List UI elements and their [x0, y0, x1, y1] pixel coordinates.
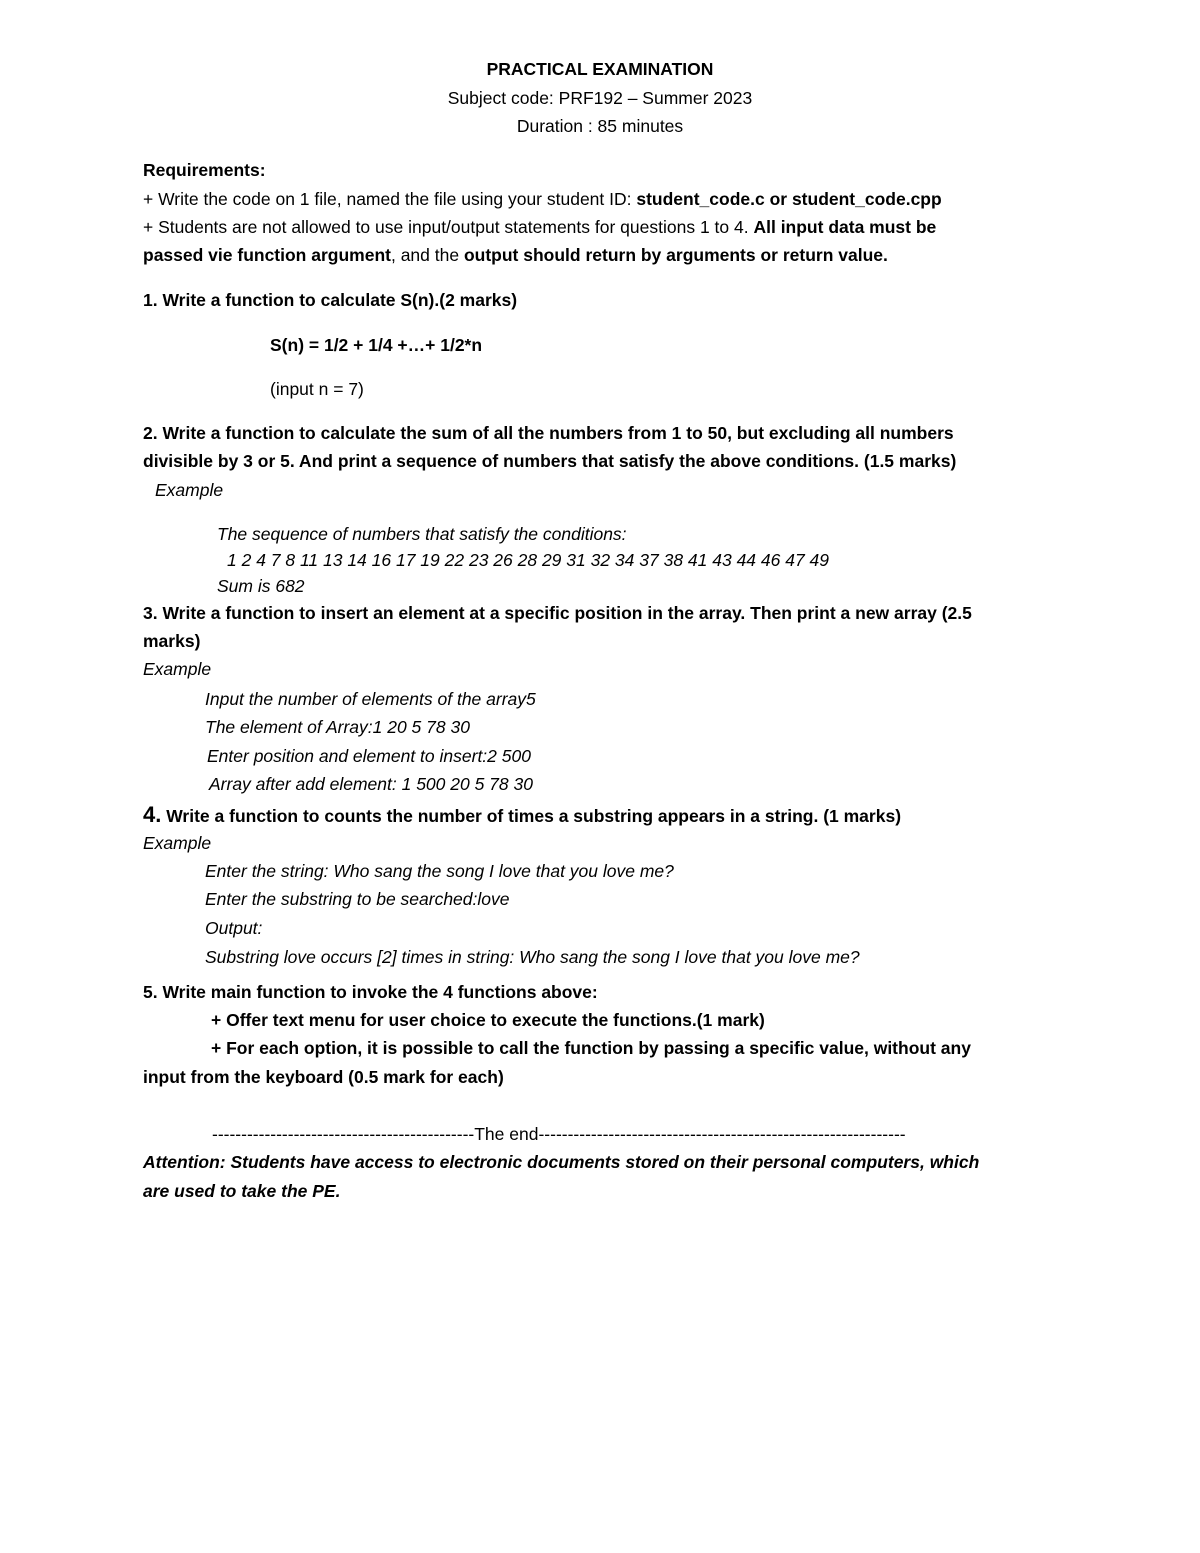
question-2-example-line-1: The sequence of numbers that satisfy the conditions: — [217, 524, 627, 544]
question-4-example-line-4: Substring love occurs [2] times in string: Who sang the song I love that you love me? — [205, 947, 860, 967]
question-4-title-line — [143, 802, 901, 828]
question-3-example-label: Example — [143, 659, 212, 679]
requirements-heading: Requirements: — [143, 160, 266, 180]
requirement-1-text: + Write the code on 1 file, named the file using your student ID: — [143, 189, 637, 209]
question-5-item-2: + For each option, it is possible to call the function by passing a specific value, without any — [211, 1038, 971, 1058]
question-4-number: 4. — [143, 802, 162, 827]
question-2-example-line-3: Sum is 682 — [217, 576, 305, 596]
requirement-line-2 — [143, 217, 936, 238]
question-5-item-1: + Offer text menu for user choice to execute the functions.(1 mark) — [211, 1010, 765, 1030]
question-3-example-line-4: Array after add element: 1 500 20 5 78 30 — [209, 774, 533, 794]
end-divider: ---------------------------------------------The end--------------------------------------------------------------- — [212, 1124, 906, 1144]
question-2-example-line-2: 1 2 4 7 8 11 13 14 16 17 19 22 23 26 28 29 31 32 34 37 38 41 43 44 46 47 49 — [227, 550, 830, 570]
requirement-line-3 — [143, 245, 888, 266]
attention-line-1: Attention: Students have access to electronic documents stored on their personal computers, which — [143, 1152, 980, 1172]
question-1-formula: S(n) = 1/2 + 1/4 +…+ 1/2*n — [270, 335, 483, 355]
question-5-item-2-continued: input from the keyboard (0.5 mark for each) — [143, 1067, 504, 1087]
attention-line-2: are used to take the PE. — [143, 1181, 341, 1201]
question-3-line-2: marks) — [143, 631, 201, 651]
subject-code: Subject code: PRF192 – Summer 2023 — [447, 88, 753, 108]
question-4-example-line-1: Enter the string: Who sang the song I love that you love me? — [205, 861, 674, 881]
requirement-line-1 — [143, 189, 942, 210]
question-2-example-label: Example — [155, 480, 224, 500]
requirement-2-text: + Students are not allowed to use input/output statements for questions 1 to 4. — [143, 217, 754, 237]
question-4-example-label: Example — [143, 833, 212, 853]
duration: Duration : 85 minutes — [516, 116, 684, 136]
question-3-line-1: 3. Write a function to insert an element at a specific position in the array. Then print a new array (2.5 — [143, 603, 972, 623]
question-4-title: Write a function to counts the number of times a substring appears in a string. (1 marks) — [161, 806, 902, 826]
requirement-3-bold-a: passed vie function argument — [143, 245, 391, 265]
requirement-3-bold-b: output should return by arguments or return value. — [463, 245, 888, 265]
question-2-line-1: 2. Write a function to calculate the sum of all the numbers from 1 to 50, but excluding all numbers — [143, 423, 954, 443]
question-5-title: 5. Write main function to invoke the 4 functions above: — [143, 982, 598, 1002]
requirement-3-text: , and the — [390, 245, 464, 265]
question-1-title: 1. Write a function to calculate S(n).(2 marks) — [143, 290, 518, 310]
question-2-line-2: divisible by 3 or 5. And print a sequence of numbers that satisfy the above conditions. (1.5 marks) — [143, 451, 957, 471]
question-3-example-line-3: Enter position and element to insert:2 500 — [207, 746, 531, 766]
question-3-example-line-2: The element of Array:1 20 5 78 30 — [205, 717, 470, 737]
question-3-example-line-1: Input the number of elements of the array5 — [205, 689, 536, 709]
requirement-2-bold: All input data must be — [753, 217, 937, 237]
question-4-example-line-3: Output: — [205, 918, 263, 938]
question-4-example-line-2: Enter the substring to be searched:love — [205, 889, 510, 909]
requirement-1-filename: student_code.c or student_code.cpp — [636, 189, 942, 209]
question-1-input: (input n = 7) — [270, 379, 364, 399]
page-title: PRACTICAL EXAMINATION — [486, 59, 714, 79]
